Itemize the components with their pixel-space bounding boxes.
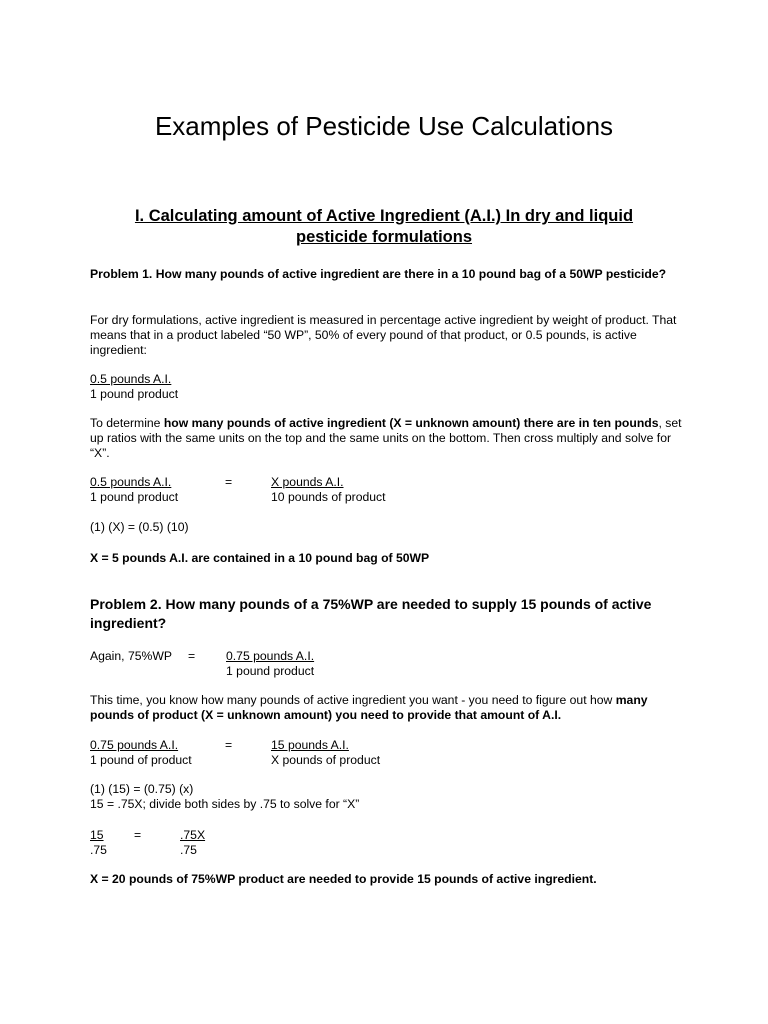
instruction2-lead: This time, you know how many pounds of active ingredient you want - you need to figure out how <box>90 693 616 707</box>
problem-1-step: (1) (X) = (0.5) (10) <box>90 520 189 534</box>
again-numerator: 0.75 pounds A.I. <box>226 649 315 663</box>
problem-2-steps <box>90 782 690 812</box>
ratio-numerator: 0.5 pounds A.I. <box>90 372 172 386</box>
instruction-tail: , set up ratios with the same units on the top and the same units on the bottom. Then cross multiply and solve for “X”. <box>90 416 682 460</box>
eq2-right-numerator: 15 pounds A.I. <box>271 738 349 752</box>
eq3-right <box>180 828 205 858</box>
problem-2-question: Problem 2. How many pounds of a 75%WP are needed to supply 15 pounds of active ingredient? <box>90 596 652 631</box>
eq-left <box>90 475 178 505</box>
eq-right-numerator: X pounds A.I. <box>271 475 344 489</box>
step-2: 15 = .75X; divide both sides by .75 to solve for “X” <box>90 797 360 811</box>
problem-2-instruction <box>90 693 690 723</box>
instruction-bold: how many pounds of active ingredient (X = unknown amount) there are in ten pounds <box>163 416 659 430</box>
eq3-left-denominator: .75 <box>90 843 107 857</box>
equation-3 <box>90 828 690 860</box>
eq-right-denominator: 10 pounds of product <box>271 490 386 504</box>
again-denominator: 1 pound product <box>226 664 315 678</box>
eq3-left <box>90 828 107 858</box>
eq-left-denominator: 1 pound product <box>90 490 179 504</box>
eq3-equals: = <box>134 828 142 842</box>
problem-1-instruction <box>90 416 690 461</box>
eq-left-numerator: 0.5 pounds A.I. <box>90 475 172 489</box>
eq3-right-denominator: .75 <box>180 843 197 857</box>
eq2-equals: = <box>225 738 233 752</box>
eq3-left-numerator: 15 <box>90 828 104 842</box>
eq-equals: = <box>225 475 233 489</box>
eq2-left-numerator: 0.75 pounds A.I. <box>90 738 179 752</box>
again-label: Again, 75%WP <box>90 649 172 663</box>
page-title: Examples of Pesticide Use Calculations <box>154 111 614 141</box>
problem-2-answer: X = 20 pounds of 75%WP product are needed to provide 15 pounds of active ingredient. <box>90 872 597 886</box>
again-ratio <box>226 649 314 679</box>
eq2-right <box>271 738 380 768</box>
equation-2 <box>90 738 690 770</box>
again-equals: = <box>188 649 196 663</box>
instruction-lead: To determine <box>90 416 164 430</box>
problem-1-explanation: For dry formulations, active ingredient is measured in percentage active ingredient by weight of product. That means that in a product labeled “50 WP”, 50% of every pound of that product, or 0.5 pounds, is active ingredient: <box>90 313 677 357</box>
eq2-left <box>90 738 192 768</box>
problem-1-answer: X = 5 pounds A.I. are contained in a 10 pound bag of 50WP <box>90 551 430 565</box>
eq3-right-numerator: .75X <box>180 828 206 842</box>
again-line <box>90 649 690 681</box>
ratio-block <box>90 372 690 402</box>
problem-1-question: Problem 1. How many pounds of active ingredient are there in a 10 pound bag of a 50WP pesticide? <box>90 267 667 281</box>
step-1: (1) (15) = (0.75) (x) <box>90 782 194 796</box>
ratio-denominator: 1 pound product <box>90 387 179 401</box>
eq2-left-denominator: 1 pound of product <box>90 753 192 767</box>
equation-1 <box>90 475 690 507</box>
section-heading: I. Calculating amount of Active Ingredient (A.I.) In dry and liquid pesticide formulations <box>134 207 634 246</box>
eq-right <box>271 475 386 505</box>
instruction2-bold: many pounds of product (X = unknown amount) you need to provide that amount of A.I. <box>90 693 648 722</box>
eq2-right-denominator: X pounds of product <box>271 753 381 767</box>
